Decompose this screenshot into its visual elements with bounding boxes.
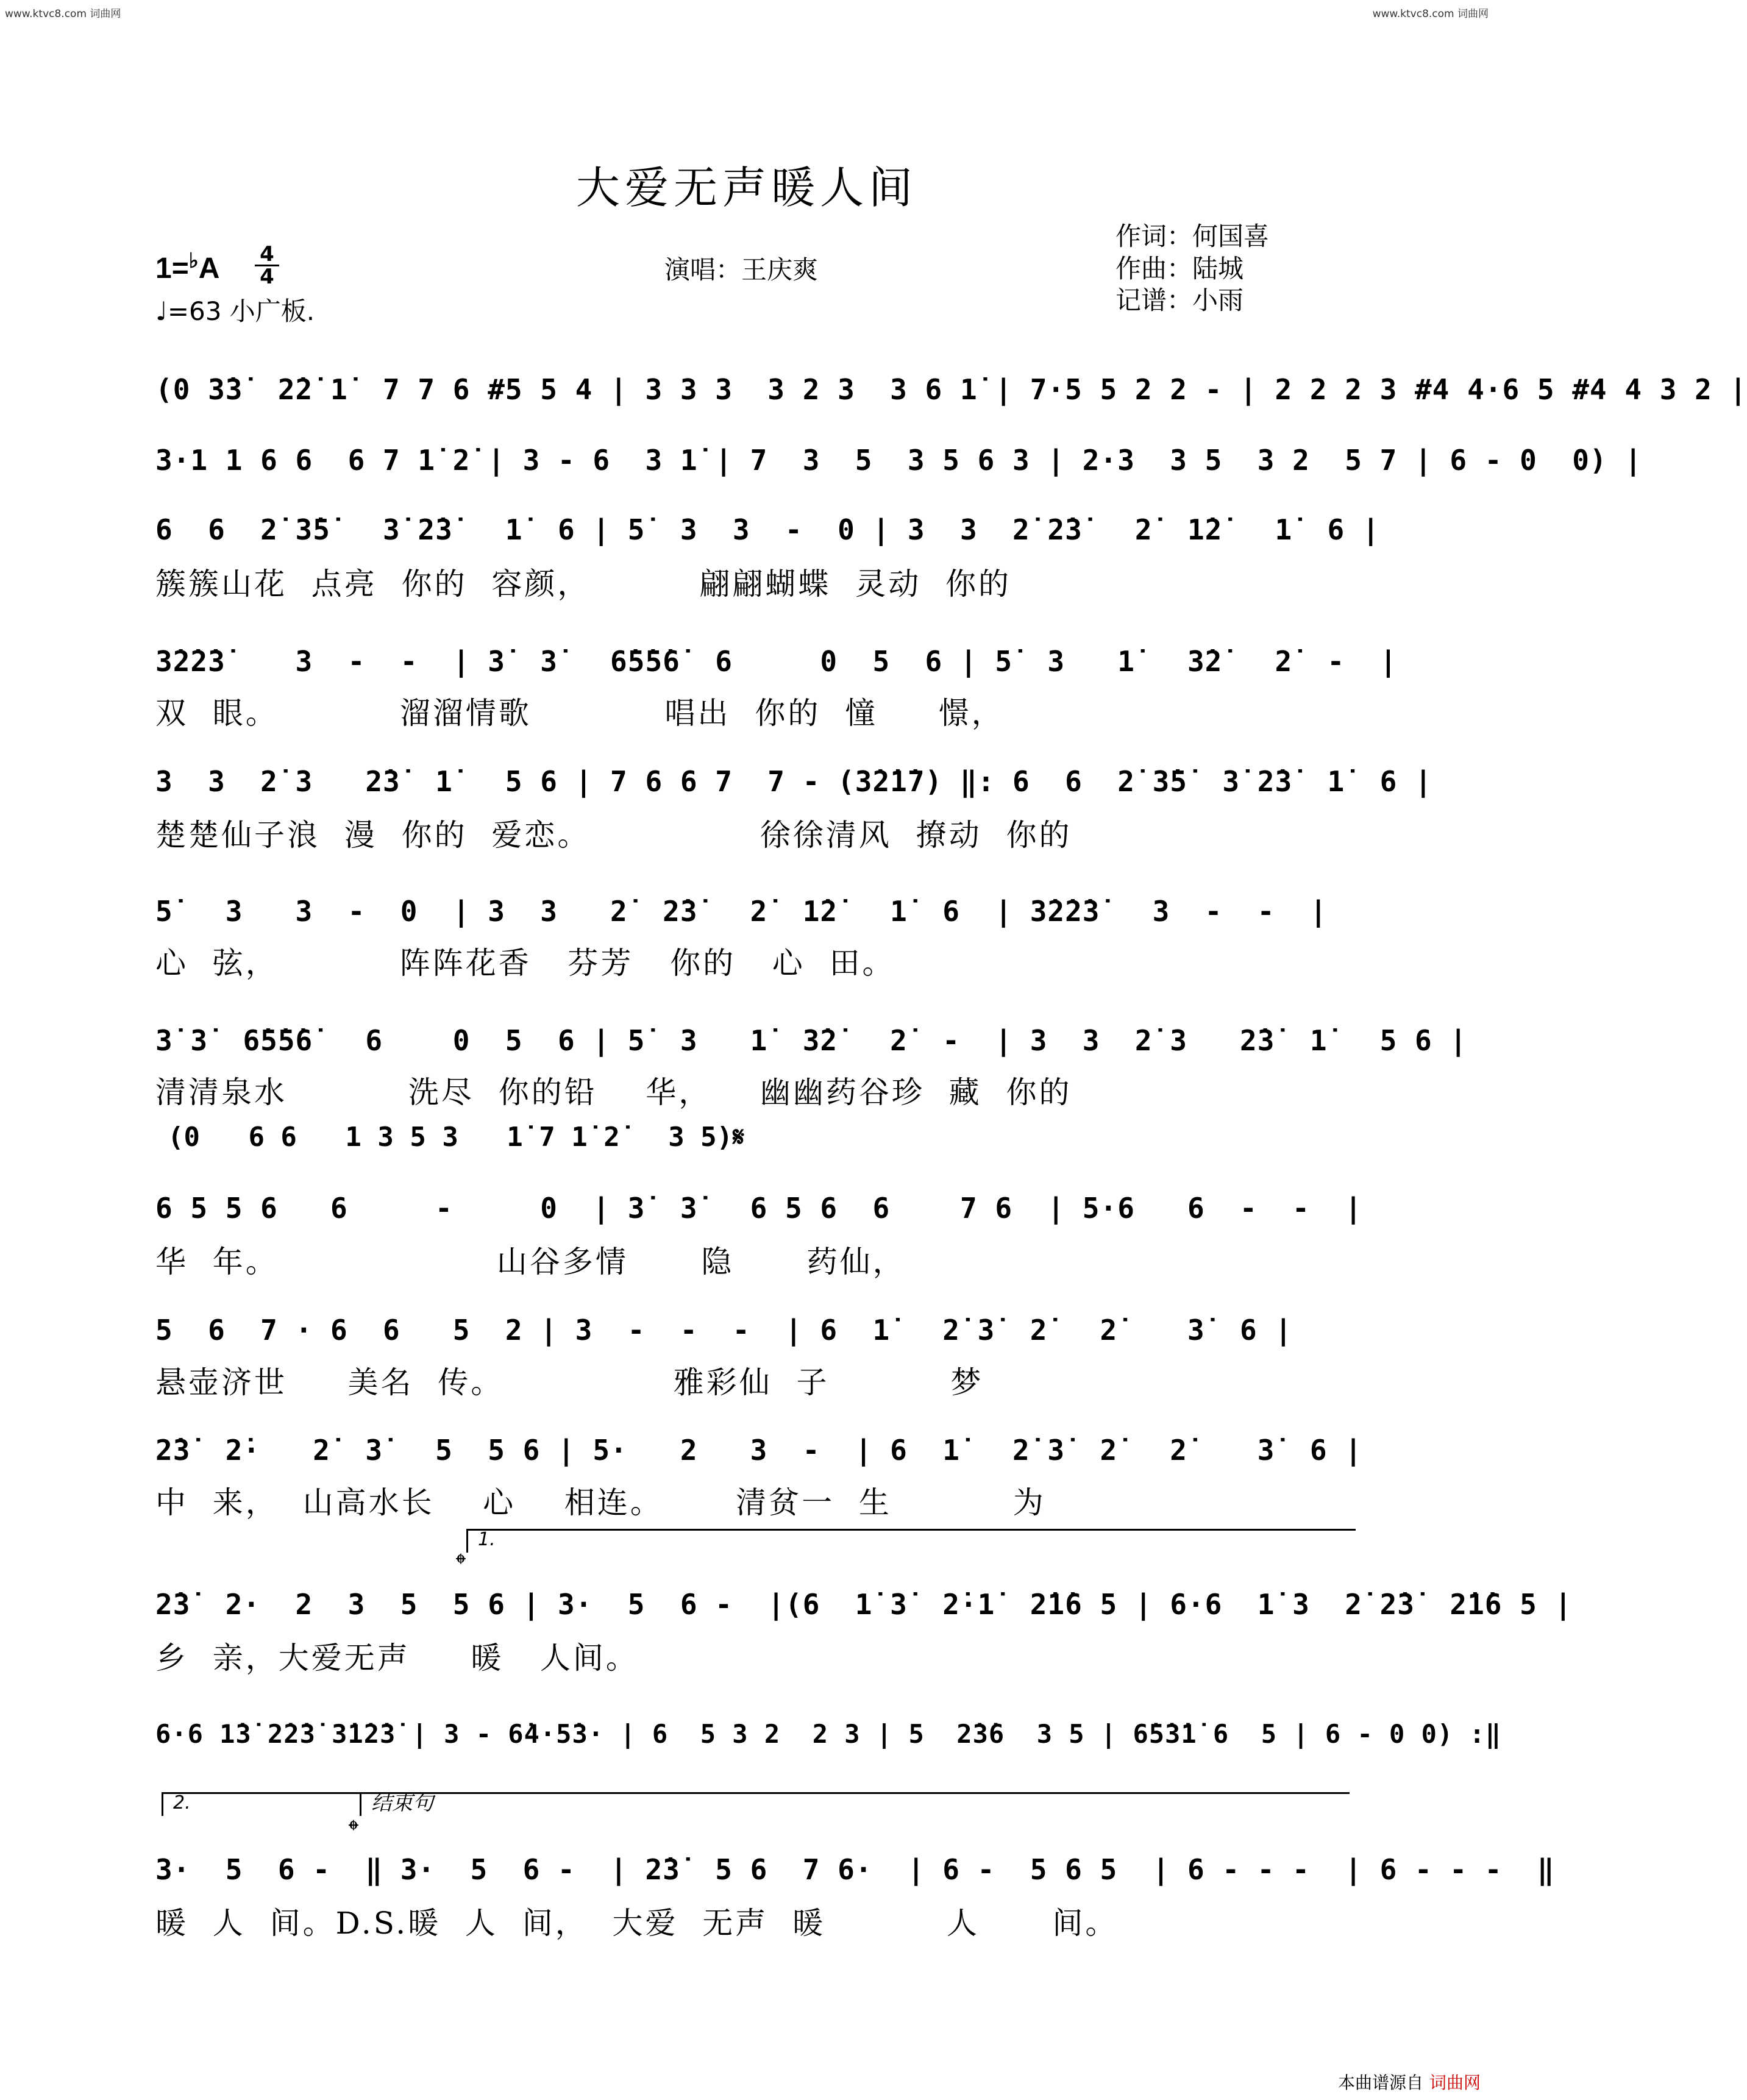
quarter-note-icon: ♩ — [155, 296, 168, 326]
system-12-notes: 6·6 1̇3̇ 2̇2̇3̇ 3̇1̇2̇3̇ | 3 - 6̇4·5̇3· | 6 5 3 2 2 3 | 5 2̇3̇6 3 5 | 6̇5̇3̇1̇ 6 5 | 6 - 0 0) :‖ — [155, 1719, 1502, 1749]
system-7-lyrics: 清清泉水 洗尽 你的铅 华， 幽幽药谷珍 藏 你的 — [155, 1075, 1072, 1110]
time-top: 4 — [255, 244, 279, 266]
key-prefix: 1= — [155, 252, 189, 285]
system-11-notes: 2̇3̇ 2· 2 3 5 5 6 | 3· 5 6 - |(6 1̇ 3̇ 2̇·1̇ 2̇1̇6 5 | 6·6 1̇ 3 2̇ 2̇3̇ 2̇1̇6 5 | — [155, 1588, 1573, 1621]
system-8-notes: 6 5 5 6 6 - 0 | 3̇ 3̇ 6 5 6 6 7 6 | 5·6 6 - - | — [155, 1192, 1362, 1225]
instrumental-fill: (0 6 6 1 3 5 3 1̇ 7 1̇ 2̇ 3 5)𝄋 — [168, 1122, 745, 1153]
volta-1-bracket — [466, 1529, 1356, 1553]
volta-2-label: 2. — [173, 1792, 191, 1813]
flat-sign: ♭ — [188, 249, 199, 272]
time-bottom: 4 — [260, 265, 274, 289]
system-13-notes: 3· 5 6 - ‖ 3· 5 6 - | 2̇3̇ 5 6 7 6· | 6 - 5 6 5 | 6 - - - | 6 - - - ‖ — [155, 1853, 1555, 1886]
system-3-notes: 6 6 2̇ 3̇5̇ 3̇ 2̇3̇ 1̇ 6 | 5̇ 3 3 - 0 | 3 3 2̇ 2̇3̇ 2̇ 1̇2̇ 1̇ 6 | — [155, 513, 1380, 546]
system-1-notes: (0 3̇3̇ 2̇2̇ 1̇ 7 7 6 #5 5 4 | 3 3 3 3 2 3 3 6 1̇ | 7·5 5 2 2 - | 2 2 2 3 #4 4·6 5 #4 4 3 2 | — [155, 373, 1747, 406]
system-9-lyrics: 悬壶济世 美名 传。 雅彩仙 子 梦 — [155, 1365, 984, 1400]
site-watermark-left: www.ktvc8.com 词曲网 — [5, 8, 121, 20]
lyricist-credit: 作词：何国喜 — [1115, 221, 1270, 251]
time-signature — [255, 244, 279, 287]
system-5-lyrics: 楚楚仙子浪 漫 你的 爱恋。 徐徐清风 撩动 你的 — [155, 817, 1072, 853]
system-4-notes: 3̇2̇2̇3̇ 3 - - | 3̇ 3̇ 6̇5̇5̇6̇ 6 0 5 6 | 5̇ 3 1̇ 3̇2̇ 2̇ - | — [155, 645, 1398, 678]
system-7-notes: 3̇ 3̇ 6̇5̇5̇6̇ 6 0 5 6 | 5̇ 3 1̇ 3̇2̇ 2̇ - | 3 3 2̇ 3 2̇3̇ 1̇ 5 6 | — [155, 1024, 1468, 1057]
ending-label: 结束句 — [371, 1791, 433, 1815]
tempo-text: =63 小广板. — [167, 296, 315, 326]
site-watermark-right: www.ktvc8.com 词曲网 — [1372, 8, 1489, 20]
coda-icon-2: 𝄌 — [349, 1813, 358, 1846]
system-5-notes: 3 3 2̇ 3 2̇3̇ 1̇ 5 6 | 7 6 6 7 7 - (3̇2̇1̇7) ‖: 6 6 2̇ 3̇5̇ 3̇ 2̇3̇ 1̇ 6 | — [155, 765, 1432, 798]
key-note: A — [198, 252, 220, 285]
system-13-lyrics: 暖 人 间。D.S.暖 人 间， 大爱 无声 暖 人 间。 — [155, 1906, 1119, 1941]
coda-icon: 𝄌 — [456, 1547, 466, 1580]
system-11-lyrics: 乡 亲，大爱无声 暖 人间。 — [155, 1640, 639, 1676]
system-8-lyrics: 华 年。 山谷多情 隐 药仙， — [155, 1244, 906, 1280]
singer-credit: 演唱：王庆爽 — [664, 255, 819, 285]
system-6-lyrics: 心 弦， 阵阵花香 芬芳 你的 心 田。 — [155, 945, 895, 981]
system-10-notes: 2̇3̇ 2̇· 2̇ 3̇ 5 5 6 | 5· 2 3 - | 6 1̇ 2̇ 3̇ 2̇ 2̇ 3̇ 6 | — [155, 1434, 1362, 1467]
system-4-lyrics: 双 眼。 溜溜情歌 唱出 你的 憧 憬， — [155, 696, 1005, 731]
transcriber-credit: 记谱：小雨 — [1115, 285, 1244, 315]
volta-1-label: 1. — [478, 1529, 496, 1550]
volta-2-bracket — [162, 1792, 362, 1816]
footer-site-link[interactable]: 词曲网 — [1429, 2073, 1481, 2093]
system-2-notes: 3·1 1 6 6 6 7 1̇ 2̇ | 3 - 6 3 1̇ | 7 3 5 3 5 6 3 | 2·3 3 5 3 2 5 7 | 6 - 0 0) | — [155, 444, 1643, 477]
key-signature — [155, 249, 219, 285]
song-title: 大爱无声暖人间 — [575, 162, 917, 213]
system-3-lyrics: 簇簇山花 点亮 你的 容颜， 翩翩蝴蝶 灵动 你的 — [155, 566, 1011, 602]
tempo-marking — [155, 291, 315, 328]
system-10-lyrics: 中 来， 山高水长 心 相连。 清贫一 生 为 — [155, 1485, 1046, 1520]
footer-source-text: 本曲谱源自 — [1338, 2073, 1424, 2093]
system-9-notes: 5 6 7 · 6 6 5 2 | 3 - - - | 6 1̇ 2̇ 3̇ 2̇ 2̇ 3̇ 6 | — [155, 1314, 1293, 1347]
ending-bracket — [360, 1792, 1350, 1816]
system-6-notes: 5̇ 3 3 - 0 | 3 3 2̇ 2̇3̇ 2̇ 1̇2̇ 1̇ 6 | 3̇2̇2̇3̇ 3 - - | — [155, 895, 1328, 928]
composer-credit: 作曲：陆城 — [1115, 254, 1244, 283]
